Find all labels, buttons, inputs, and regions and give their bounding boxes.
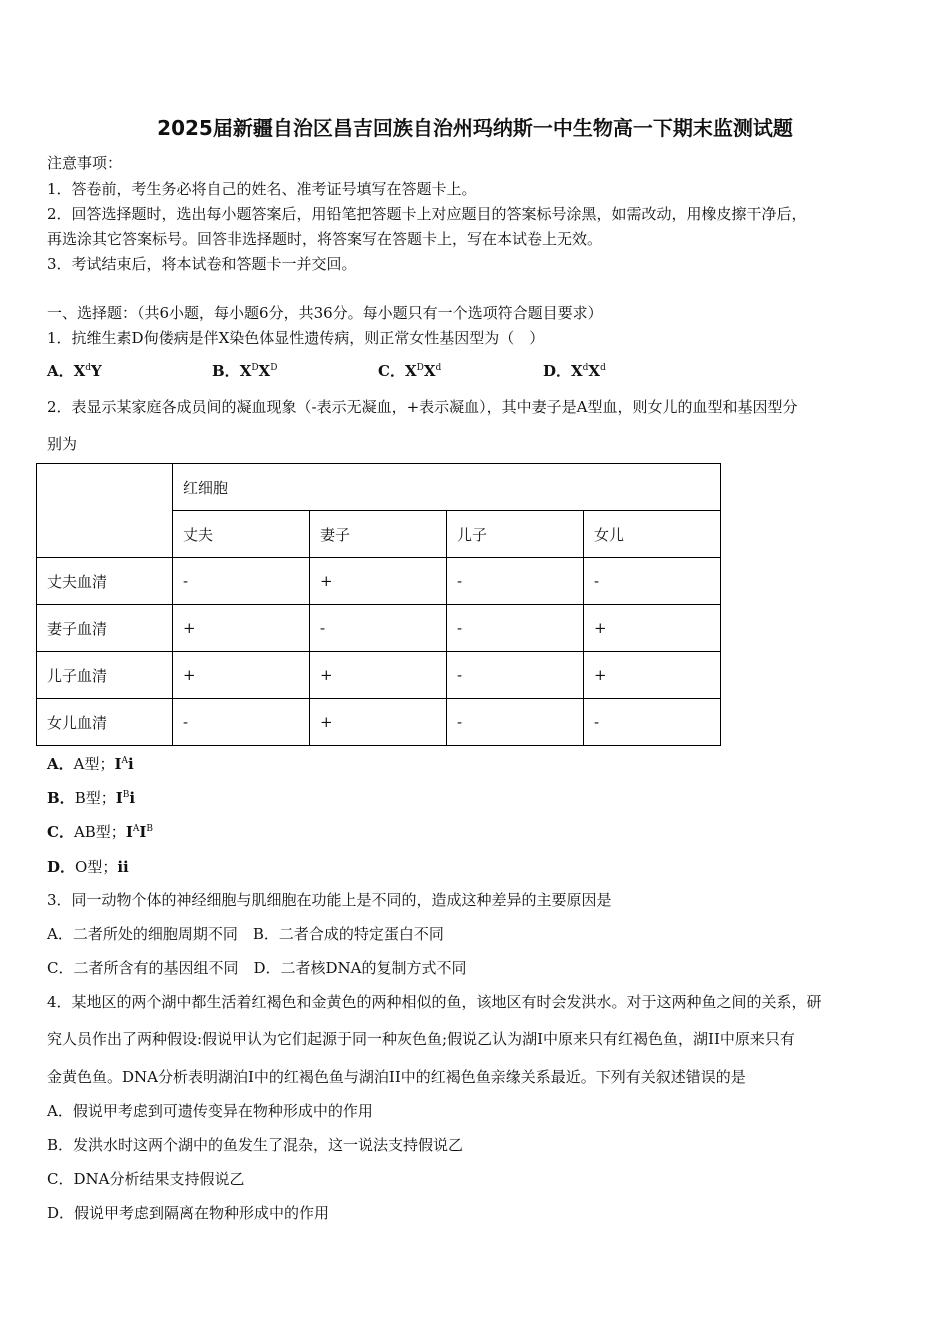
table-cell: + bbox=[173, 652, 310, 699]
row-header: 女儿血清 bbox=[37, 699, 173, 746]
table-row bbox=[37, 699, 721, 746]
table-group-header: 红细胞 bbox=[173, 464, 721, 511]
section-heading: 一、选择题：（共6小题，每小题6分，共36分。每小题只有一个选项符合题目要求） bbox=[47, 304, 603, 322]
table-cell: - bbox=[447, 652, 584, 699]
q4-option-d: D．假说甲考虑到隔离在物种形成中的作用 bbox=[47, 1204, 330, 1222]
column-header: 妻子 bbox=[310, 511, 447, 558]
table-cell: - bbox=[447, 558, 584, 605]
table-cell: + bbox=[310, 652, 447, 699]
table-cell: - bbox=[584, 699, 721, 746]
q1-option-a: A．$X^dY$ bbox=[47, 362, 102, 380]
question-1-stem: 1．抗维生素D佝偻病是伴X染色体显性遗传病，则正常女性基因型为（ ） bbox=[47, 329, 545, 347]
q2-option-b: B．B型；$I^Bi$ bbox=[47, 789, 136, 807]
table-cell: + bbox=[584, 605, 721, 652]
q2-option-a: A．A型；$I^Ai$ bbox=[47, 755, 134, 773]
column-header: 女儿 bbox=[584, 511, 721, 558]
question-4-stem-cont: 金黄色鱼。DNA分析表明湖泊Ⅰ中的红褐色鱼与湖泊II中的红褐色鱼亲缘关系最近。下列有关叙述错误的是 bbox=[47, 1068, 746, 1086]
q4-option-c: C．DNA分析结果支持假说乙 bbox=[47, 1170, 245, 1188]
table-corner-cell bbox=[37, 464, 173, 558]
table-row bbox=[37, 652, 721, 699]
row-header: 妻子血清 bbox=[37, 605, 173, 652]
notice-item: 再选涂其它答案标号。回答非选择题时，将答案写在答题卡上，写在本试卷上无效。 bbox=[47, 230, 603, 248]
notice-heading: 注意事项： bbox=[47, 154, 123, 172]
table-row bbox=[37, 558, 721, 605]
table-cell: - bbox=[447, 699, 584, 746]
table-cell: - bbox=[584, 558, 721, 605]
table-cell: - bbox=[173, 699, 310, 746]
q1-option-b: B．$X^DX^D$ bbox=[212, 362, 278, 380]
q4-option-a: A．假说甲考虑到可遗传变异在物种形成中的作用 bbox=[47, 1102, 373, 1120]
question-4-stem-cont: 究人员作出了两种假设:假说甲认为它们起源于同一种灰色鱼;假说乙认为湖I中原来只有红褐色鱼，湖II中原来只有 bbox=[47, 1030, 795, 1048]
q3-options-row: A．二者所处的细胞周期不同 B．二者合成的特定蛋白不同 bbox=[47, 925, 444, 943]
question-3-stem: 3．同一动物个体的神经细胞与肌细胞在功能上是不同的，造成这种差异的主要原因是 bbox=[47, 891, 612, 909]
table-cell: + bbox=[310, 699, 447, 746]
question-1-options bbox=[47, 360, 606, 381]
table-row bbox=[37, 605, 721, 652]
table-cell: + bbox=[584, 652, 721, 699]
row-header: 儿子血清 bbox=[37, 652, 173, 699]
q4-option-b: B．发洪水时这两个湖中的鱼发生了混杂，这一说法支持假说乙 bbox=[47, 1136, 464, 1154]
q1-option-d: D．$X^dX^d$ bbox=[543, 362, 606, 380]
q2-option-c: C．AB型；$I^AI^B$ bbox=[47, 823, 153, 841]
column-header: 丈夫 bbox=[173, 511, 310, 558]
notice-item: 1．答卷前，考生务必将自己的姓名、准考证号填写在答题卡上。 bbox=[47, 180, 477, 198]
notice-item: 3．考试结束后，将本试卷和答题卡一并交回。 bbox=[47, 255, 357, 273]
table-cell: - bbox=[310, 605, 447, 652]
table-cell: + bbox=[173, 605, 310, 652]
question-2-stem-cont: 别为 bbox=[47, 435, 78, 453]
table-cell: - bbox=[447, 605, 584, 652]
table-cell: - bbox=[173, 558, 310, 605]
q3-options-row: C．二者所含有的基因组不同 D．二者核DNA的复制方式不同 bbox=[47, 959, 467, 977]
q2-option-d: D．O型；ii bbox=[47, 858, 129, 876]
q1-option-c: C．$X^DX^d$ bbox=[378, 362, 442, 380]
question-4-stem: 4．某地区的两个湖中都生活着红褐色和金黄色的两种相似的鱼，该地区有时会发洪水。对于这两种鱼之间的关系，研 bbox=[47, 993, 822, 1011]
table-cell: + bbox=[310, 558, 447, 605]
page-title: 2025届新疆自治区昌吉回族自治州玛纳斯一中生物高一下期末监测试题 bbox=[157, 116, 793, 140]
notice-item: 2．回答选择题时，选出每小题答案后，用铅笔把答题卡上对应题目的答案标号涂黑，如需改动，用橡皮擦干净后， bbox=[47, 205, 807, 223]
agglutination-table bbox=[36, 463, 721, 746]
question-2-stem: 2．表显示某家庭各成员间的凝血现象（-表示无凝血，+表示凝血），其中妻子是A型血，则女儿的血型和基因型分 bbox=[47, 398, 798, 416]
row-header: 丈夫血清 bbox=[37, 558, 173, 605]
column-header: 儿子 bbox=[447, 511, 584, 558]
